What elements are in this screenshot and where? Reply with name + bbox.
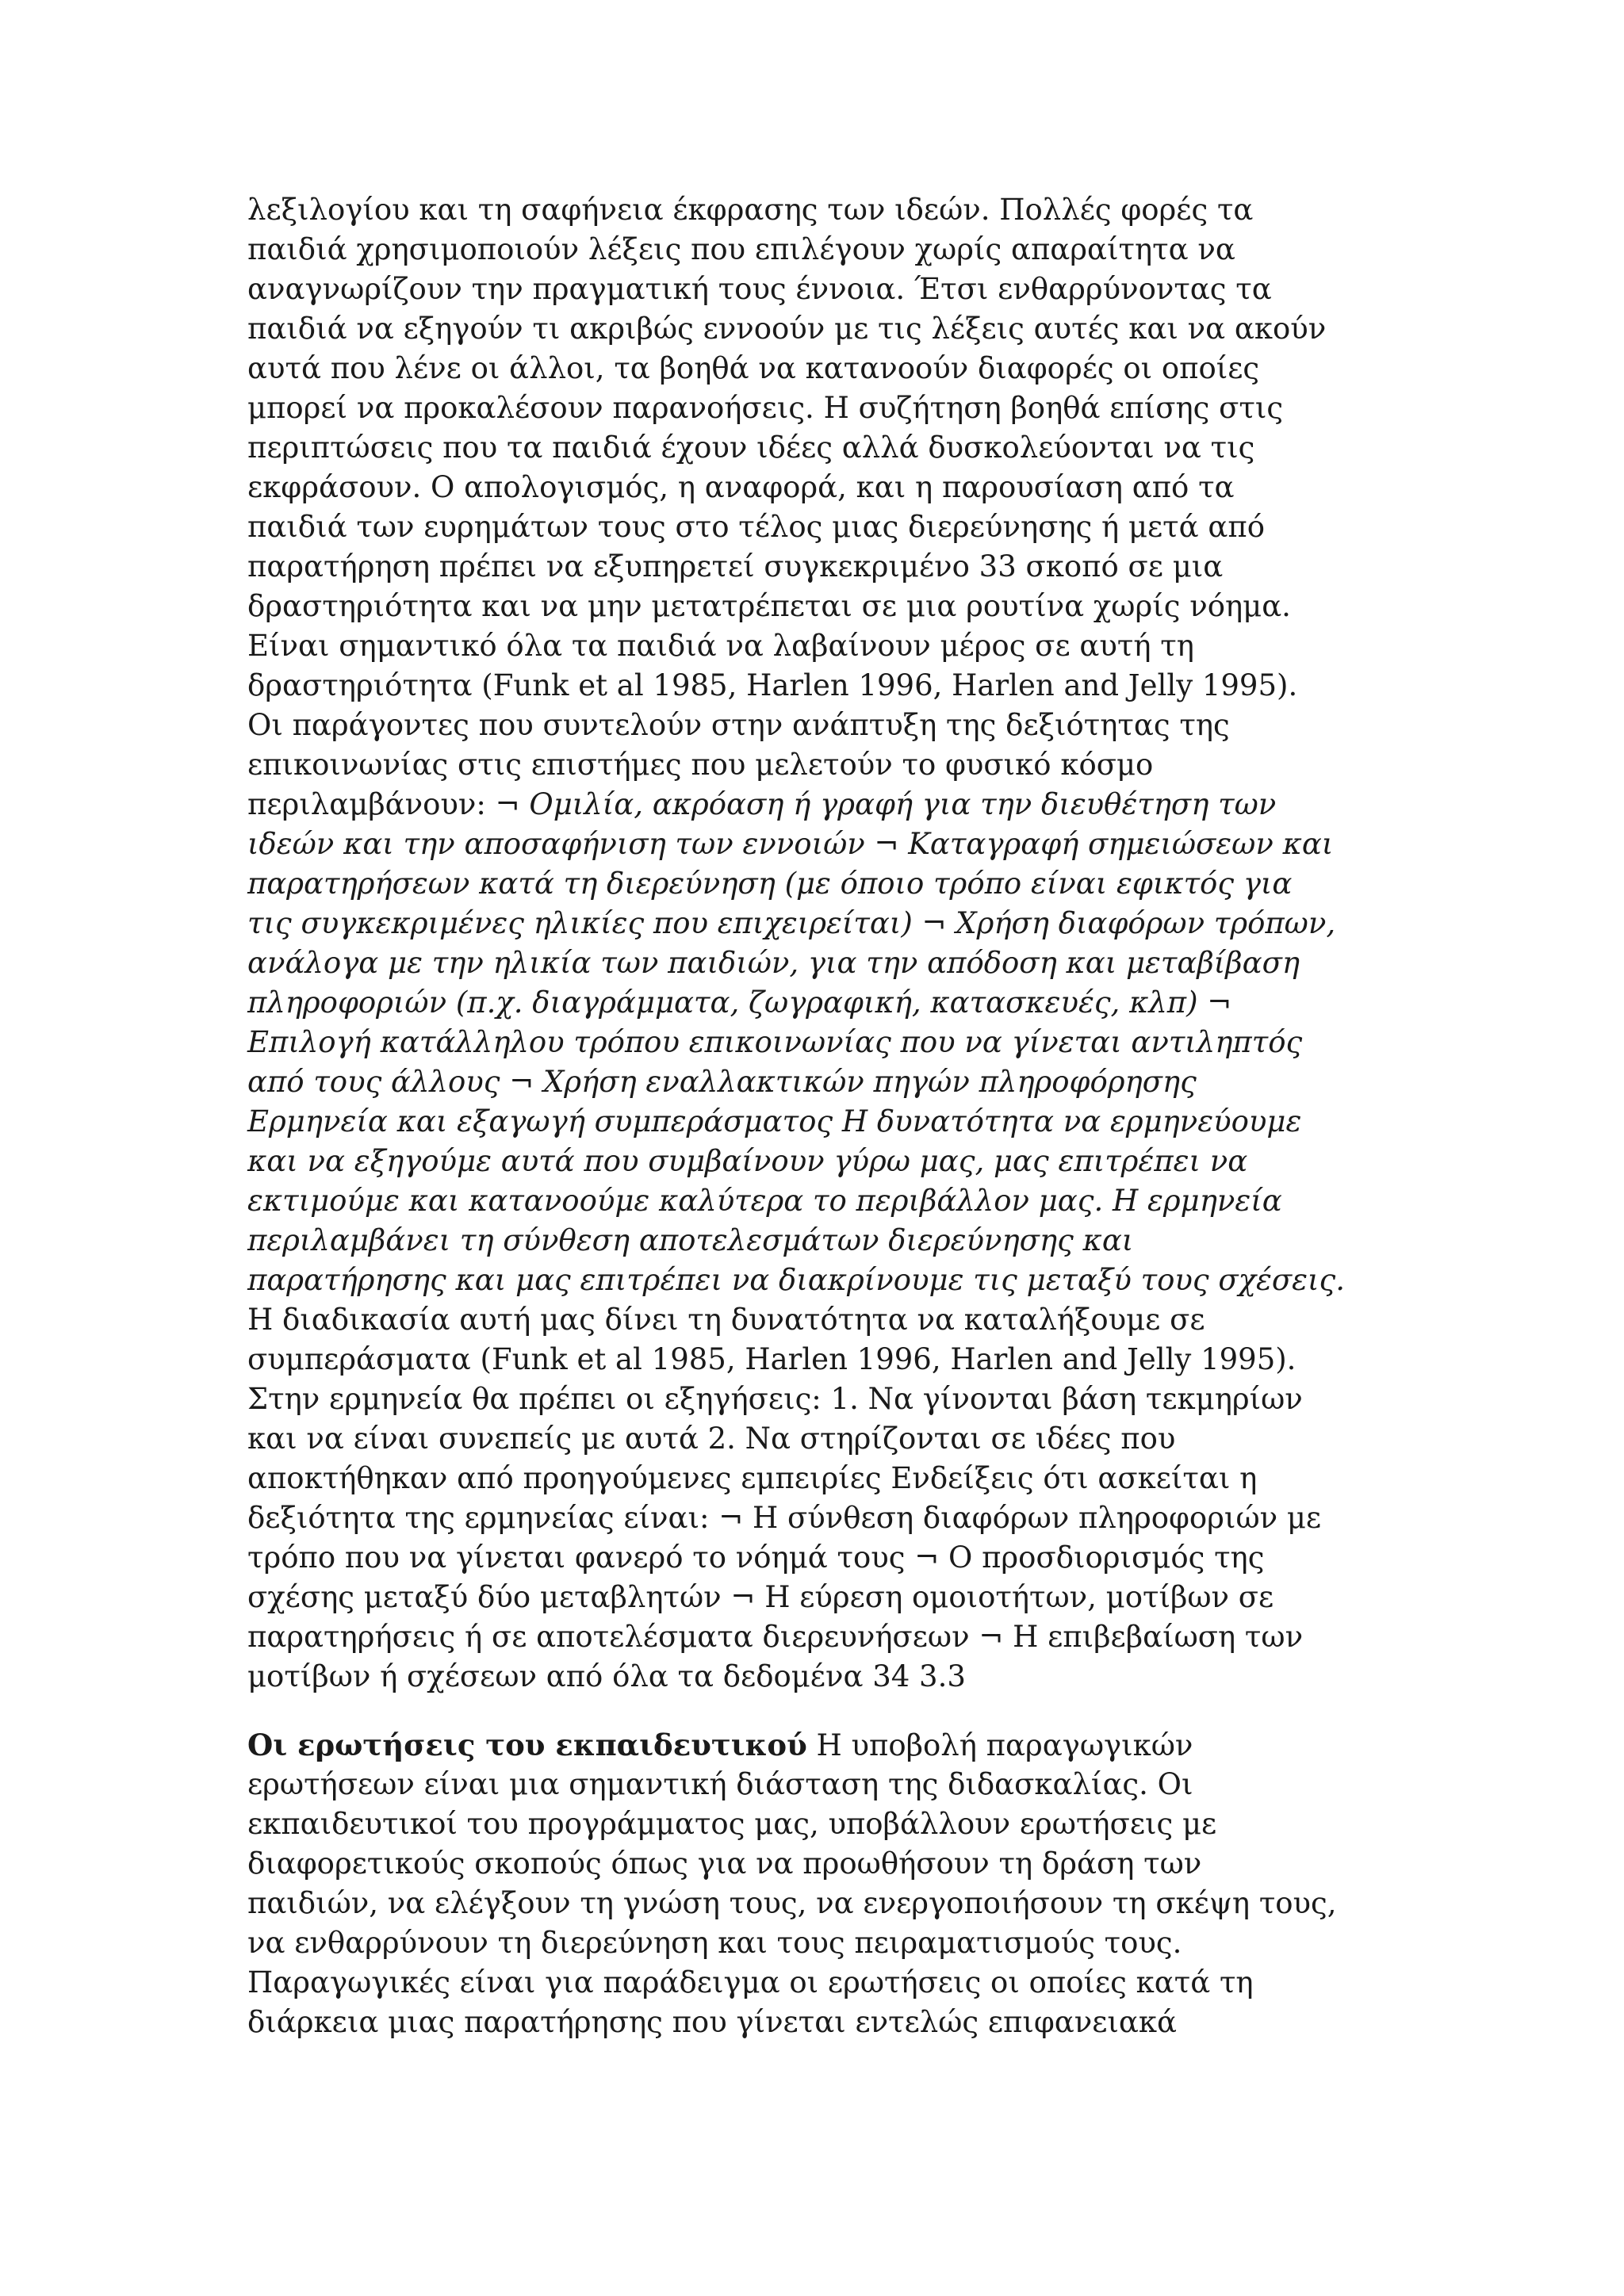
text-segment: και να είναι συνεπείς με αυτά 2. Να στηρίζονται σε ιδέες που [247, 1422, 1176, 1456]
text-segment: διάρκεια μιας παρατήρησης που γίνεται εντελώς επιφανειακά [247, 2005, 1178, 2039]
text-segment: Ομιλία, ακρόαση ή γραφή για την διευθέτηση των [529, 787, 1277, 821]
text-segment: εκφράσουν. Ο απολογισμός, η αναφορά, και η παρουσίαση από τα [247, 470, 1235, 504]
text-line [247, 1498, 1389, 1538]
text-line [247, 1725, 1389, 1765]
text-segment: λεξιλογίου και τη σαφήνεια έκφρασης των ιδεών. Πολλές φορές τα [247, 193, 1254, 227]
text-segment: παρατηρήσεων κατά τη διερεύνηση (με όποιο τρόπο είναι εφικτός για [247, 867, 1293, 901]
text-segment: αναγνωρίζουν την πραγματική τους έννοια. Έτσι ενθαρρύνοντας τα [247, 272, 1272, 306]
text-segment: περιπτώσεις που τα παιδιά έχουν ιδέες αλλά δυσκολεύονται να τις [247, 430, 1255, 465]
text-segment: δραστηριότητα και να μην μετατρέπεται σε μια ρουτίνα χωρίς νόημα. [247, 589, 1291, 623]
text-segment: συμπεράσματα (Funk et al 1985, Harlen 1996, Harlen and Jelly 1995). [247, 1342, 1297, 1376]
text-line [247, 1578, 1389, 1617]
text-segment: περιλαμβάνουν: ¬ [247, 787, 530, 821]
text-line [247, 349, 1389, 388]
paragraph-gap [247, 1697, 1389, 1725]
text-segment: παιδιά χρησιμοποιούν λέξεις που επιλέγουν χωρίς απαραίτητα να [247, 232, 1235, 266]
text-line [247, 1804, 1389, 1844]
text-line [247, 1380, 1389, 1419]
text-segment: Ερμηνεία και εξαγωγή συμπεράσματος Η δυνατότητα να ερμηνεύουμε [247, 1104, 1302, 1138]
text-line [247, 190, 1389, 230]
text-segment: παρατήρηση πρέπει να εξυπηρετεί συγκεκριμένο 33 σκοπό σε μια [247, 549, 1224, 584]
text-segment: παιδιών, να ελέγξουν τη γνώση τους, να ενεργοποιήσουν τη σκέψη τους, [247, 1886, 1337, 1920]
document-page [247, 190, 1389, 2042]
text-segment: αποκτήθηκαν από προηγούμενες εμπειρίες Ενδείξεις ότι ασκείται η [247, 1461, 1258, 1495]
text-line [247, 1419, 1389, 1459]
text-line [247, 1102, 1389, 1142]
text-line [247, 428, 1389, 468]
text-line [247, 904, 1389, 943]
text-line [247, 706, 1389, 745]
text-line [247, 1923, 1389, 1963]
text-line [247, 230, 1389, 270]
text-line [247, 825, 1389, 864]
text-segment: επικοινωνίας στις επιστήμες που μελετούν το φυσικό κόσμο [247, 748, 1154, 782]
text-line [247, 1765, 1389, 1804]
text-line [247, 1459, 1389, 1498]
text-line [247, 864, 1389, 904]
text-line [247, 1884, 1389, 1923]
text-segment: παρατηρήσεις ή σε αποτελέσματα διερευνήσεων ¬ Η επιβεβαίωση των [247, 1620, 1304, 1654]
text-segment: Η διαδικασία αυτή μας δίνει τη δυνατότητα να καταλήξουμε σε [247, 1303, 1205, 1337]
text-line [247, 1062, 1389, 1102]
text-segment: και να εξηγούμε αυτά που συμβαίνουν γύρω μας, μας επιτρέπει να [247, 1144, 1248, 1178]
text-line [247, 1181, 1389, 1221]
text-segment: περιλαμβάνει τη σύνθεση αποτελεσμάτων διερεύνησης και [247, 1223, 1134, 1257]
text-segment: Επιλογή κατάλληλου τρόπου επικοινωνίας που να γίνεται αντιληπτός [247, 1025, 1303, 1059]
text-segment: ιδεών και την αποσαφήνιση των εννοιών ¬ Καταγραφή σημειώσεων και [247, 827, 1334, 861]
text-line [247, 626, 1389, 666]
text-line [247, 1617, 1389, 1657]
text-segment: διαφορετικούς σκοπούς όπως για να προωθήσουν τη δράση των [247, 1846, 1202, 1881]
text-segment: μπορεί να προκαλέσουν παρανοήσεις. Η συζήτηση βοηθά επίσης στις [247, 391, 1284, 425]
text-segment: Είναι σημαντικό όλα τα παιδιά να λαβαίνουν μέρος σε αυτή τη [247, 629, 1194, 663]
text-line [247, 1142, 1389, 1181]
text-segment: Η υποβολή παραγωγικών [806, 1728, 1193, 1762]
text-line [247, 1538, 1389, 1578]
text-segment: δεξιότητα της ερμηνείας είναι: ¬ Η σύνθεση διαφόρων πληροφοριών με [247, 1501, 1322, 1535]
text-line [247, 1963, 1389, 2003]
text-line [247, 2003, 1389, 2042]
text-segment: δραστηριότητα (Funk et al 1985, Harlen 1996, Harlen and Jelly 1995). [247, 668, 1298, 702]
text-line [247, 1844, 1389, 1884]
text-segment: ερωτήσεων είναι μια σημαντική διάσταση της διδασκαλίας. Οι [247, 1767, 1193, 1801]
text-line [247, 785, 1389, 825]
text-line [247, 1261, 1389, 1300]
text-line [247, 1340, 1389, 1380]
text-segment: Οι παράγοντες που συντελούν στην ανάπτυξη της δεξιότητας της [247, 708, 1230, 742]
text-line [247, 943, 1389, 983]
text-line [247, 587, 1389, 626]
text-segment: εκτιμούμε και κατανοούμε καλύτερα το περιβάλλον μας. Η ερμηνεία [247, 1184, 1282, 1218]
text-segment: αυτά που λένε οι άλλοι, τα βοηθά να κατανοούν διαφορές οι οποίες [247, 351, 1260, 385]
text-segment: τις συγκεκριμένες ηλικίες που επιχειρείται) ¬ Χρήση διαφόρων τρόπων, [247, 906, 1336, 940]
paragraph-communication-interpretation [247, 190, 1389, 1697]
section-heading: Οι ερωτήσεις του εκπαιδευτικού [247, 1728, 807, 1762]
text-segment: εκπαιδευτικοί του προγράμματος μας, υποβάλλουν ερωτήσεις με [247, 1807, 1217, 1841]
text-line [247, 745, 1389, 785]
text-segment: μοτίβων ή σχέσεων από όλα τα δεδομένα 34 3.3 [247, 1659, 966, 1693]
text-segment: Παραγωγικές είναι για παράδειγμα οι ερωτήσεις οι οποίες κατά τη [247, 1965, 1254, 1999]
text-line [247, 983, 1389, 1023]
text-segment: ανάλογα με την ηλικία των παιδιών, για την απόδοση και μεταβίβαση [247, 946, 1300, 980]
text-line [247, 1023, 1389, 1062]
text-line [247, 468, 1389, 507]
text-line [247, 309, 1389, 349]
text-line [247, 1300, 1389, 1340]
text-segment: παιδιά να εξηγούν τι ακριβώς εννοούν με τις λέξεις αυτές και να ακούν [247, 312, 1327, 346]
paragraph-teacher-questions [247, 1725, 1389, 2042]
text-segment: παιδιά των ευρημάτων τους στο τέλος μιας διερεύνησης ή μετά από [247, 510, 1265, 544]
text-line [247, 507, 1389, 547]
text-line [247, 1221, 1389, 1261]
text-line [247, 666, 1389, 706]
text-line [247, 547, 1389, 587]
text-segment: να ενθαρρύνουν τη διερεύνηση και τους πειραματισμούς τους. [247, 1926, 1182, 1960]
text-line [247, 270, 1389, 309]
text-segment: τρόπο που να γίνεται φανερό το νόημά τους ¬ Ο προσδιορισμός της [247, 1540, 1265, 1575]
text-segment: σχέσης μεταξύ δύο μεταβλητών ¬ Η εύρεση ομοιοτήτων, μοτίβων σε [247, 1580, 1274, 1614]
text-segment: από τους άλλους ¬ Χρήση εναλλακτικών πηγών πληροφόρησης [247, 1065, 1197, 1099]
text-line [247, 1657, 1389, 1697]
text-segment: πληροφοριών (π.χ. διαγράμματα, ζωγραφική, κατασκευές, κλπ) ¬ [247, 985, 1232, 1020]
text-segment: Στην ερμηνεία θα πρέπει οι εξηγήσεις: 1. Να γίνονται βάση τεκμηρίων [247, 1382, 1303, 1416]
text-line [247, 388, 1389, 428]
text-segment: παρατήρησης και μας επιτρέπει να διακρίνουμε τις μεταξύ τους σχέσεις. [247, 1263, 1345, 1297]
